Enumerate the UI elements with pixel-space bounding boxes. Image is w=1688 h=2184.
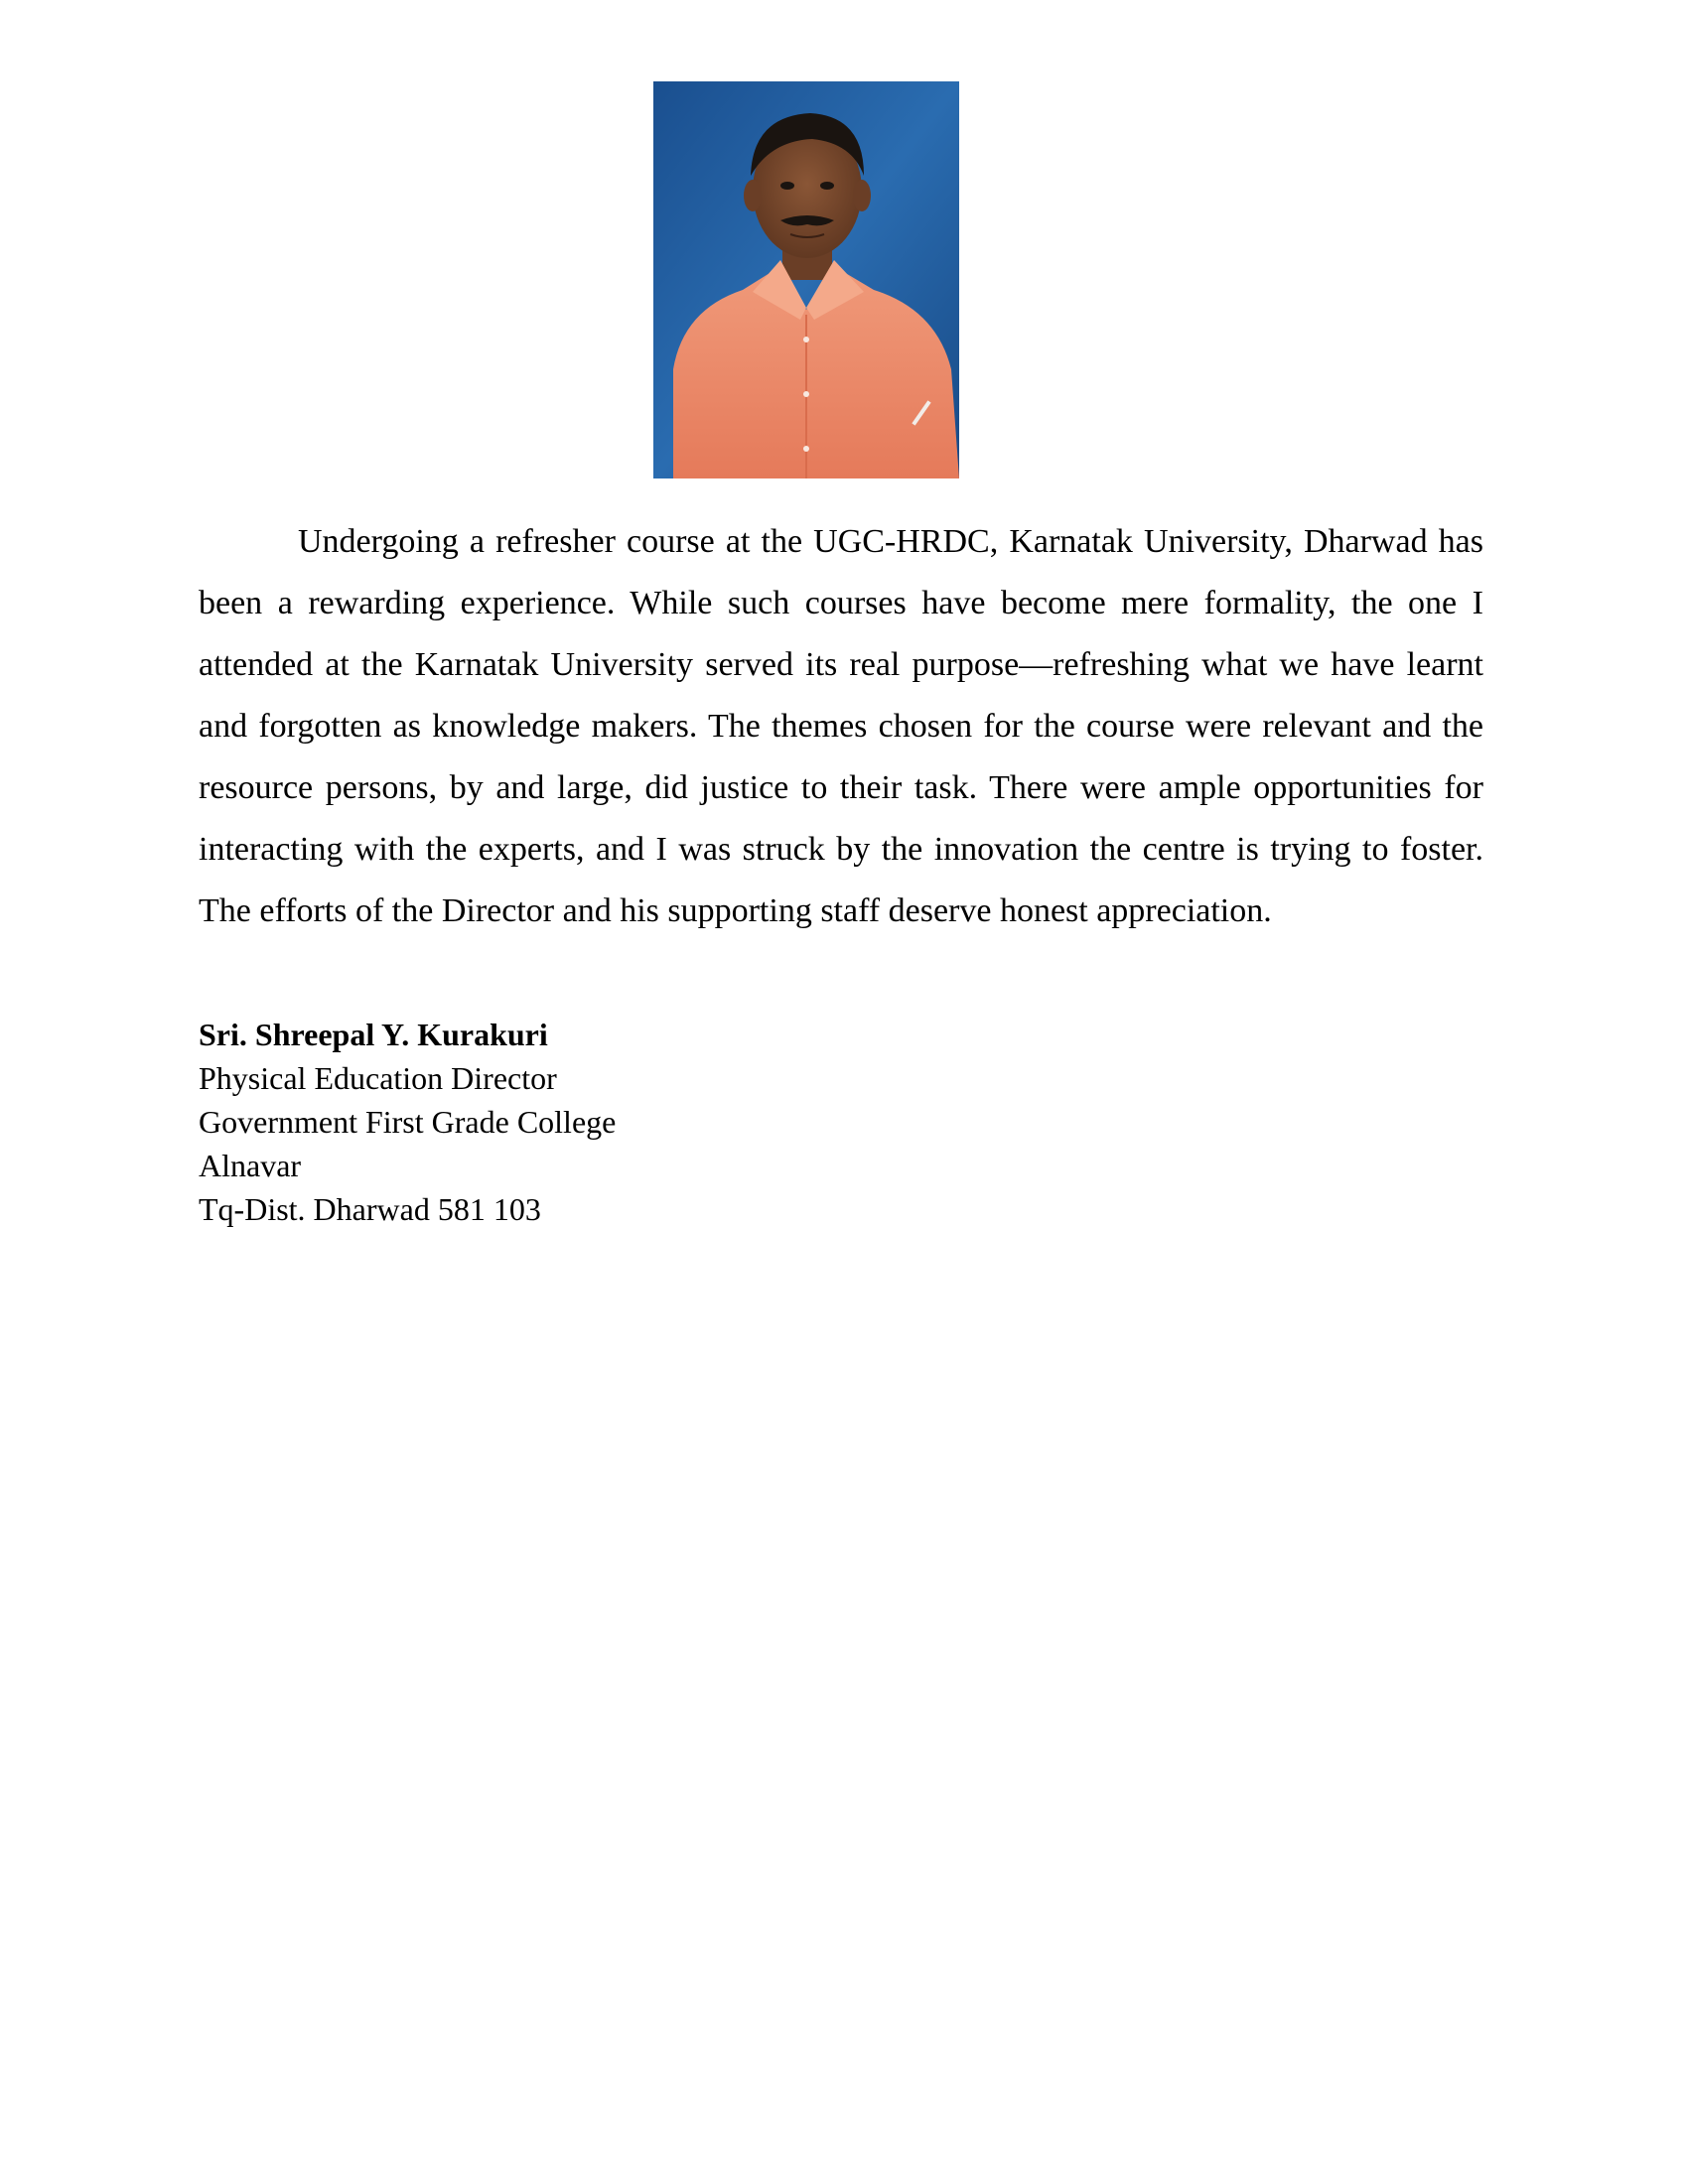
signature-block: [199, 1013, 1092, 1231]
signatory-designation: Physical Education Director: [199, 1060, 557, 1096]
signatory-place: Alnavar: [199, 1148, 302, 1183]
signatory-name: Sri. Shreepal Y. Kurakuri: [199, 1017, 548, 1052]
signatory-address: Tq-Dist. Dharwad 581 103: [199, 1191, 541, 1227]
testimonial-paragraph: Undergoing a refresher course at the UGC-HRDC, Karnatak University, Dharwad has been a rewarding experience. While such courses have become mere formality, the one I attended at the Karnatak University served its real purpose—refreshing what we have learnt and forgotten as knowledge makers. The themes chosen for the course were relevant and the resource persons, by and large, did justice to their task. There were ample opportunities for interacting with the experts, and I was struck by the innovation the centre is trying to foster. The efforts of the Director and his supporting staff deserve honest appreciation.: [199, 523, 1483, 929]
portrait-photo-graphic: [653, 81, 959, 478]
signatory-institution: Government First Grade College: [199, 1104, 617, 1140]
portrait-photo: [653, 81, 959, 478]
